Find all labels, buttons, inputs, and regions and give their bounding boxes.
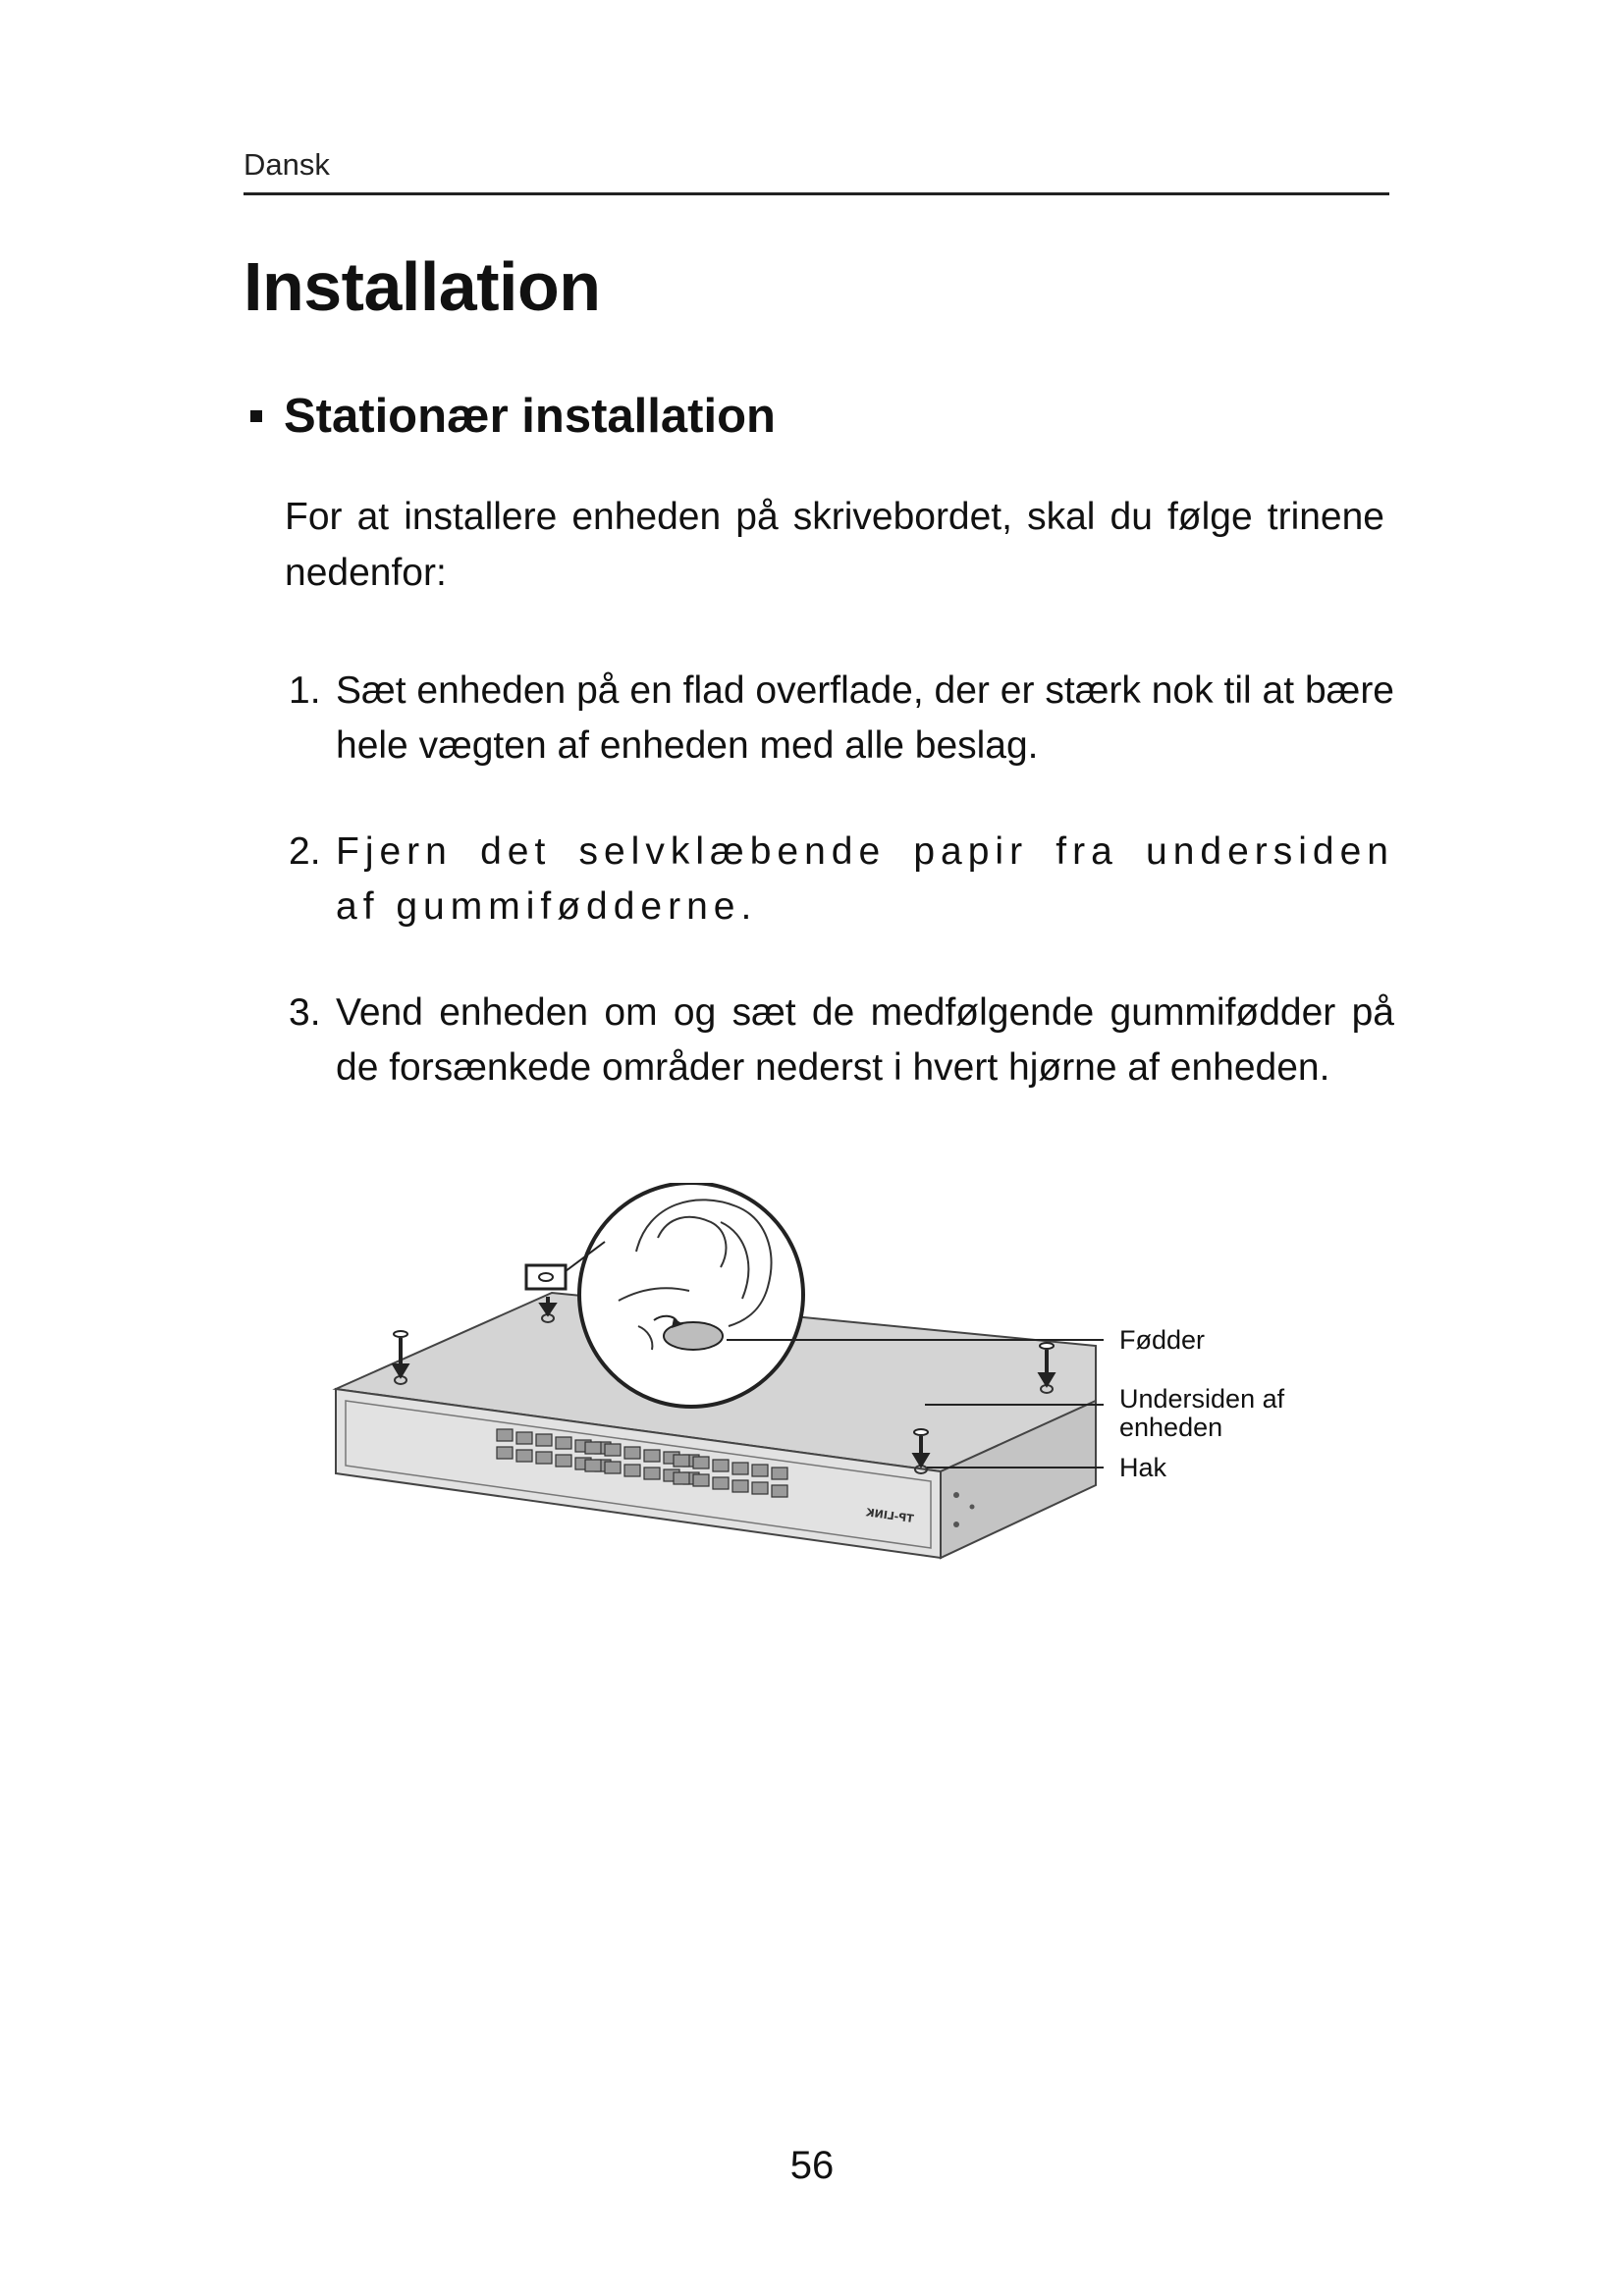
installation-figure bbox=[324, 1183, 1326, 1575]
switch-illustration bbox=[324, 1183, 1326, 1575]
running-header-language: Dansk bbox=[244, 147, 330, 182]
foot-pad-box bbox=[526, 1265, 566, 1289]
header-rule bbox=[244, 192, 1389, 195]
brand-mark: TP-LINK bbox=[865, 1506, 915, 1525]
step-text: Fjern det selvklæbende papir fra undersiden af gummifødderne. bbox=[336, 830, 1394, 928]
step-item bbox=[285, 986, 1394, 1095]
callout-feet: Fødder bbox=[1119, 1325, 1206, 1355]
callout-underside: Undersiden af enheden bbox=[1119, 1384, 1285, 1442]
step-number: 3. bbox=[289, 991, 321, 1034]
section-heading bbox=[250, 389, 776, 444]
step-text: Vend enheden om og sæt de medfølgende gummifødder på de forsænkede områder nederst i hvert hjørne af enheden. bbox=[336, 991, 1394, 1089]
step-item bbox=[285, 664, 1394, 774]
step-number: 1. bbox=[289, 669, 321, 712]
callout-notch: Hak bbox=[1119, 1453, 1167, 1482]
square-bullet-icon bbox=[250, 410, 262, 422]
page-title: Installation bbox=[244, 248, 601, 325]
section-heading-text: Stationær installation bbox=[284, 390, 776, 443]
step-item bbox=[285, 825, 1394, 934]
intro-paragraph: For at installere enheden på skrivebordet, skal du følge trinene nedenfor: bbox=[285, 496, 1384, 594]
step-text: Sæt enheden på en flad overflade, der er stærk nok til at bære hele vægten af enheden med alle beslag. bbox=[336, 669, 1394, 767]
step-number: 2. bbox=[289, 830, 321, 873]
page-number: 56 bbox=[789, 2144, 835, 2187]
